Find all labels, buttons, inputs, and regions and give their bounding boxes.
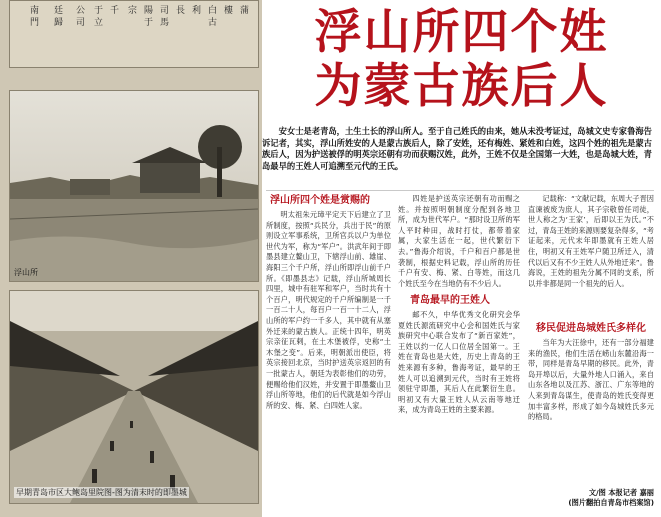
article-column-2-top xyxy=(398,194,520,292)
divider xyxy=(266,190,654,191)
inscription-col-5: 千 xyxy=(110,6,120,16)
inscription-col-7: 陽于 xyxy=(144,6,154,28)
inscription-col-12: 樓 xyxy=(224,6,234,16)
byline-photo-source: (图片翻拍自青岛市档案馆) xyxy=(568,498,654,507)
headline-line-2: 为蒙古族后人 xyxy=(314,59,609,114)
lead-paragraph: 安女士是老青岛，土生土长的浮山所人。至于自己姓氏的由来，她从未没考证过，岛城文史专家鲁海告诉记者，其实，浮山所姓安的人是蒙古族后人，除了安姓，还有梅姓、紧姓和白姓，这四个姓的祖先是蒙古族后人，因为护送被俘的明英宗还朝有功而获赐汉姓，此外，王姓不仅是全国第一大姓，也是岛城大姓，青岛最早的王姓人可追溯至元代的王氏。 xyxy=(262,126,652,171)
headline-line-1: 浮山所四个姓 xyxy=(314,5,609,60)
section-heading-1: 浮山所四个姓是赏赐的 xyxy=(270,195,370,206)
article-column-2-bottom xyxy=(398,310,520,510)
section-heading-3: 移民促进岛城姓氏多样化 xyxy=(536,323,646,334)
paragraph-4: 记载称：“文献记载，东周大子晋因直谏被废为庶人，其子宗敬曾任司徒，世人称之为‘王家’，后即以王为氏。”不过，青岛王姓的来源则要复杂得多，“考证起来，元代末年即墨就有王姓人居住，明初又有王姓军户随卫所迁入，清代以后又有不少王姓人从外地迁来”。鲁海说，王姓的祖先分属不同的支系，所以并非都是同一个祖先的后人。 xyxy=(528,194,654,288)
article-column-3-top xyxy=(528,194,654,320)
paragraph-5: 当年为大汪徐中，还有一部分福建来的渔民，他们生活在崂山东麓沿海一带，同样是青岛早期的移民。此外，青岛开埠以后，大量外地人口涌入，来自山东各地以及江苏、浙江、广东等地的人来到青岛谋生，使青岛的姓氏变得更加丰富多样，形成了如今岛城姓氏多元的格局。 xyxy=(528,338,654,422)
inscription-col-9: 長 xyxy=(176,6,186,16)
byline-author: 文/图 本报记者 嘉丽 xyxy=(588,488,654,497)
inscription-col-13: 蒲 xyxy=(240,6,250,16)
inscription-col-2: 廷歸 xyxy=(54,6,64,28)
section-heading-2: 青岛最早的王姓人 xyxy=(410,295,490,306)
photo-column xyxy=(0,0,262,517)
photo-caption-fushan: 浮山所 xyxy=(14,268,38,277)
inscription-col-4: 于立 xyxy=(94,6,104,28)
village-scene xyxy=(10,91,258,281)
article-column-3-bottom xyxy=(528,338,654,488)
inscription-col-6: 宗 xyxy=(128,6,138,16)
street-scene xyxy=(10,291,258,503)
inscription-col-3: 公司 xyxy=(76,6,86,28)
paragraph-1: 明太祖朱元璋平定天下后建立了卫所制度，按照“兵民分，兵出于民”的原则设立军事系统，卫所官兵以户为单位世代为军，称为“军户”。洪武年间于即墨县建立鳌山卫，下辖浮山前、雄崖、海阳三个千户所，浮山所即浮山前千户所。《即墨县志》记载，浮山所城周长四里，城中有驻军和军户，当时共有十个百户，明代规定的千户所编制是一千一百二十人，每百户一百一十二人，浮山所的军户约一千多人，其中就有从塞外迁来的蒙古族人。正统十四年，明英宗亲征瓦剌，在土木堡被俘，史称“土木堡之变”。后来，明朝派出使臣，将英宗接回北京，当时护送英宗返回的有一批蒙古人，朝廷为表彰他们的功劳，便赐给他们汉姓，并安置于即墨鳌山卫浮山所等地，他们的后代就是如今浮山所的安、梅、紧、白四姓人家。 xyxy=(266,210,391,410)
photo-caption-street: 早期青岛市区大鲍岛里院图-图为清末时的即墨城 xyxy=(16,488,187,497)
inscription-col-8: 司馬 xyxy=(160,6,170,28)
paragraph-3: 邮不久，中华优秀文化研究会华夏姓氏源流研究中心会和国姓氏与家族研究中心联合发布了“新百家姓”，王姓以约一亿人口位居全国第一。王姓在青岛也是大姓，历史上青岛的王姓来源有多种，鲁海考证，最早的王姓人可以追溯到元代，当时有王姓将领驻守即墨，其后人在此繁衍生息。明初又有大量王姓人从云南等地迁来，成为青岛王姓的主要来源。 xyxy=(398,310,520,415)
paragraph-2: 四姓是护送英宗还朝有功而赐之姓。并按照明朝制度分配到各地卫所，成为世代军户。“那时设卫所的军人平时种田，战时打仗，都带着家属，大家生活在一起，世代繁衍下去。”鲁海介绍说，千户和百户都是世袭制，根据史料记载，浮山所的历任千户有安、梅、紧、白等姓，而这几个姓氏至今在当地仍有不少后人。 xyxy=(398,194,520,288)
jimo-street-photo xyxy=(9,290,259,504)
article-column-1 xyxy=(266,210,391,510)
inscription-col-11: 白古 xyxy=(208,6,218,28)
headline xyxy=(262,6,661,114)
inscription-col-1: 南門 xyxy=(30,6,40,28)
fushan-village-photo xyxy=(9,90,259,282)
historic-inscription-photo xyxy=(9,0,259,68)
byline xyxy=(548,488,654,508)
inscription-col-10: 利 xyxy=(192,6,202,16)
